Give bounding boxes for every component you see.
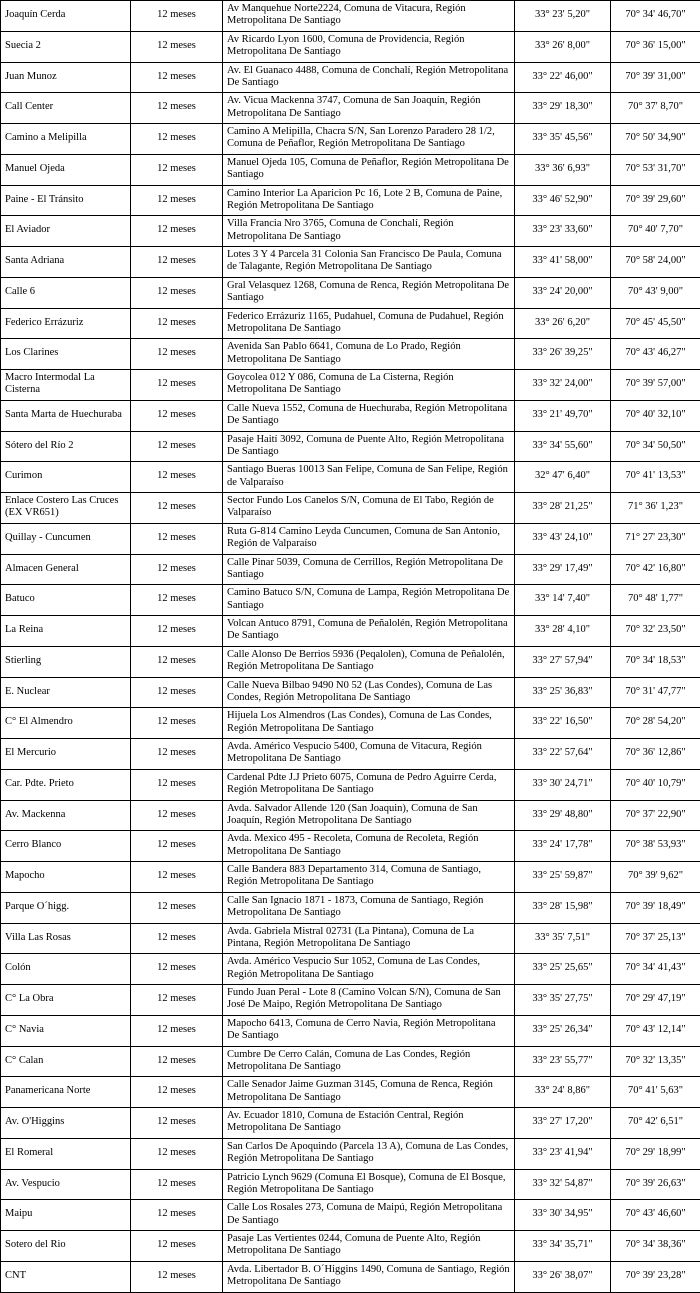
longitude-cell: 70° 42' 6,51" <box>611 1108 700 1139</box>
longitude-cell: 70° 34' 50,50" <box>611 431 700 462</box>
longitude-cell: 70° 29' 47,19" <box>611 985 700 1016</box>
site-name-cell: Batuco <box>1 585 131 616</box>
address-cell: Cardenal Pdte J.J Prieto 6075, Comuna de Pedro Aguirre Cerda, Región Metropolitana De Santiago <box>223 769 515 800</box>
site-name-cell: Los Clarines <box>1 339 131 370</box>
term-cell: 12 meses <box>131 677 223 708</box>
term-cell: 12 meses <box>131 31 223 62</box>
address-cell: Calle Bandera 883 Departamento 314, Comuna de Santiago, Región Metropolitana De Santiago <box>223 862 515 893</box>
latitude-cell: 33° 26' 8,00" <box>515 31 611 62</box>
longitude-cell: 70° 39' 57,00" <box>611 370 700 401</box>
table-row <box>1 862 700 893</box>
table-row <box>1 739 700 770</box>
site-name-cell: Paine - El Tránsito <box>1 185 131 216</box>
table-row <box>1 339 700 370</box>
site-name-cell: Stierling <box>1 646 131 677</box>
table-row <box>1 1 700 32</box>
address-cell: Villa Francia Nro 3765, Comuna de Conchalí, Región Metropolitana De Santiago <box>223 216 515 247</box>
address-cell: Avenida San Pablo 6641, Comuna de Lo Prado, Región Metropolitana De Santiago <box>223 339 515 370</box>
address-cell: Volcan Antuco 8791, Comuna de Peñalolén, Región Metropolitana De Santiago <box>223 616 515 647</box>
longitude-cell: 70° 38' 53,93" <box>611 831 700 862</box>
longitude-cell: 70° 41' 5,63" <box>611 1077 700 1108</box>
address-cell: Gral Velasquez 1268, Comuna de Renca, Región Metropolitana De Santiago <box>223 277 515 308</box>
address-cell: Calle Senador Jaime Guzman 3145, Comuna de Renca, Región Metropolitana De Santiago <box>223 1077 515 1108</box>
longitude-cell: 70° 39' 26,63" <box>611 1169 700 1200</box>
site-name-cell: Mapocho <box>1 862 131 893</box>
latitude-cell: 33° 23' 41,94" <box>515 1138 611 1169</box>
table-row <box>1 431 700 462</box>
longitude-cell: 70° 28' 54,20" <box>611 708 700 739</box>
table-row <box>1 985 700 1016</box>
address-cell: Camino Interior La Aparicion Pc 16, Lote 2 B, Comuna de Paine, Región Metropolitana De Santiago <box>223 185 515 216</box>
table-row <box>1 1169 700 1200</box>
address-cell: Av. El Guanaco 4488, Comuna de Conchalí, Región Metropolitana De Santiago <box>223 62 515 93</box>
site-name-cell: Santa Adriana <box>1 247 131 278</box>
term-cell: 12 meses <box>131 523 223 554</box>
site-name-cell: Av. Vespucio <box>1 1169 131 1200</box>
address-cell: Patricio Lynch 9629 (Comuna El Bosque), Comuna de El Bosque, Región Metropolitana De Santiago <box>223 1169 515 1200</box>
address-cell: Federico Errázuriz 1165, Pudahuel, Comuna de Pudahuel, Región Metropolitana De Santiago <box>223 308 515 339</box>
longitude-cell: 70° 37' 25,13" <box>611 923 700 954</box>
address-cell: Av. Vicua Mackenna 3747, Comuna de San Joaquín, Región Metropolitana De Santiago <box>223 93 515 124</box>
address-cell: Av Ricardo Lyon 1600, Comuna de Providencia, Región Metropolitana De Santiago <box>223 31 515 62</box>
term-cell: 12 meses <box>131 585 223 616</box>
address-cell: Pasaje Haití 3092, Comuna de Puente Alto, Región Metropolitana De Santiago <box>223 431 515 462</box>
longitude-cell: 70° 45' 45,50" <box>611 308 700 339</box>
address-cell: Goycolea 012 Y 086, Comuna de La Cisterna, Región Metropolitana De Santiago <box>223 370 515 401</box>
latitude-cell: 33° 26' 38,07" <box>515 1261 611 1292</box>
longitude-cell: 70° 58' 24,00" <box>611 247 700 278</box>
latitude-cell: 33° 22' 16,50" <box>515 708 611 739</box>
table-row <box>1 954 700 985</box>
address-cell: Calle Nueva Bilbao 9490 N0 52 (Las Condes), Comuna de Las Condes, Región Metropolitana De Santiago <box>223 677 515 708</box>
term-cell: 12 meses <box>131 1231 223 1262</box>
latitude-cell: 33° 21' 49,70" <box>515 400 611 431</box>
table-body <box>1 1 700 1293</box>
latitude-cell: 33° 25' 36,83" <box>515 677 611 708</box>
latitude-cell: 33° 24' 8,86" <box>515 1077 611 1108</box>
latitude-cell: 33° 25' 59,87" <box>515 862 611 893</box>
site-name-cell: Villa Las Rosas <box>1 923 131 954</box>
term-cell: 12 meses <box>131 708 223 739</box>
site-name-cell: Camino a Melipilla <box>1 124 131 155</box>
term-cell: 12 meses <box>131 124 223 155</box>
latitude-cell: 33° 35' 27,75" <box>515 985 611 1016</box>
term-cell: 12 meses <box>131 923 223 954</box>
address-cell: Avda. Américo Vespucio 5400, Comuna de Vitacura, Región Metropolitana De Santiago <box>223 739 515 770</box>
latitude-cell: 33° 30' 34,95" <box>515 1200 611 1231</box>
address-cell: Calle Pinar 5039, Comuna de Cerrillos, Región Metropolitana De Santiago <box>223 554 515 585</box>
table-row <box>1 708 700 739</box>
longitude-cell: 71° 36' 1,23" <box>611 493 700 524</box>
table-row <box>1 677 700 708</box>
table-row <box>1 892 700 923</box>
longitude-cell: 70° 48' 1,77" <box>611 585 700 616</box>
term-cell: 12 meses <box>131 1169 223 1200</box>
latitude-cell: 33° 23' 55,77" <box>515 1046 611 1077</box>
longitude-cell: 70° 43' 46,60" <box>611 1200 700 1231</box>
latitude-cell: 33° 23' 5,20" <box>515 1 611 32</box>
site-name-cell: Sotero del Rio <box>1 1231 131 1262</box>
address-cell: Mapocho 6413, Comuna de Cerro Navia, Región Metropolitana De Santiago <box>223 1015 515 1046</box>
table-row <box>1 769 700 800</box>
latitude-cell: 33° 46' 52,90" <box>515 185 611 216</box>
latitude-cell: 33° 26' 39,25" <box>515 339 611 370</box>
term-cell: 12 meses <box>131 1108 223 1139</box>
latitude-cell: 33° 22' 57,64" <box>515 739 611 770</box>
address-cell: Lotes 3 Y 4 Parcela 31 Colonia San Francisco De Paula, Comuna de Talagante, Región Metropolitana De Santiago <box>223 247 515 278</box>
term-cell: 12 meses <box>131 1046 223 1077</box>
site-name-cell: Juan Munoz <box>1 62 131 93</box>
latitude-cell: 33° 28' 21,25" <box>515 493 611 524</box>
site-name-cell: E. Nuclear <box>1 677 131 708</box>
term-cell: 12 meses <box>131 308 223 339</box>
term-cell: 12 meses <box>131 1077 223 1108</box>
term-cell: 12 meses <box>131 247 223 278</box>
term-cell: 12 meses <box>131 954 223 985</box>
longitude-cell: 70° 41' 13,53" <box>611 462 700 493</box>
site-name-cell: Cerro Blanco <box>1 831 131 862</box>
table-row <box>1 1077 700 1108</box>
site-name-cell: Curimon <box>1 462 131 493</box>
term-cell: 12 meses <box>131 185 223 216</box>
table-row <box>1 370 700 401</box>
address-cell: Avda. Salvador Allende 120 (San Joaquin), Comuna de San Joaquín, Región Metropolitana De Santiago <box>223 800 515 831</box>
term-cell: 12 meses <box>131 739 223 770</box>
longitude-cell: 70° 53' 31,70" <box>611 154 700 185</box>
term-cell: 12 meses <box>131 400 223 431</box>
address-cell: Camino Batuco S/N, Comuna de Lampa, Región Metropolitana De Santiago <box>223 585 515 616</box>
term-cell: 12 meses <box>131 831 223 862</box>
table-row <box>1 1108 700 1139</box>
table-row <box>1 493 700 524</box>
term-cell: 12 meses <box>131 154 223 185</box>
term-cell: 12 meses <box>131 216 223 247</box>
table-row <box>1 31 700 62</box>
table-row <box>1 1200 700 1231</box>
term-cell: 12 meses <box>131 1015 223 1046</box>
longitude-cell: 70° 37' 22,90" <box>611 800 700 831</box>
term-cell: 12 meses <box>131 554 223 585</box>
table-row <box>1 646 700 677</box>
term-cell: 12 meses <box>131 769 223 800</box>
latitude-cell: 33° 26' 6,20" <box>515 308 611 339</box>
site-name-cell: Panamericana Norte <box>1 1077 131 1108</box>
longitude-cell: 70° 34' 38,36" <box>611 1231 700 1262</box>
latitude-cell: 33° 35' 45,56" <box>515 124 611 155</box>
address-cell: Calle San Ignacio 1871 - 1873, Comuna de Santiago, Región Metropolitana De Santiago <box>223 892 515 923</box>
term-cell: 12 meses <box>131 277 223 308</box>
site-name-cell: Suecia 2 <box>1 31 131 62</box>
site-name-cell: Federico Errázuriz <box>1 308 131 339</box>
longitude-cell: 70° 39' 9,62" <box>611 862 700 893</box>
address-cell: Pasaje Las Vertientes 0244, Comuna de Puente Alto, Región Metropolitana De Santiago <box>223 1231 515 1262</box>
term-cell: 12 meses <box>131 339 223 370</box>
latitude-cell: 33° 22' 46,00" <box>515 62 611 93</box>
term-cell: 12 meses <box>131 93 223 124</box>
table-row <box>1 124 700 155</box>
term-cell: 12 meses <box>131 1 223 32</box>
longitude-cell: 70° 37' 8,70" <box>611 93 700 124</box>
latitude-cell: 33° 30' 24,71" <box>515 769 611 800</box>
latitude-cell: 33° 24' 20,00" <box>515 277 611 308</box>
term-cell: 12 meses <box>131 985 223 1016</box>
site-name-cell: El Aviador <box>1 216 131 247</box>
site-name-cell: La Reina <box>1 616 131 647</box>
latitude-cell: 33° 34' 35,71" <box>515 1231 611 1262</box>
table-row <box>1 308 700 339</box>
term-cell: 12 meses <box>131 431 223 462</box>
site-name-cell: Parque O´higg. <box>1 892 131 923</box>
longitude-cell: 70° 39' 18,49" <box>611 892 700 923</box>
address-cell: Santiago Bueras 10013 San Felipe, Comuna de San Felipe, Región de Valparaíso <box>223 462 515 493</box>
address-cell: San Carlos De Apoquindo (Parcela 13 A), Comuna de Las Condes, Región Metropolitana De Santiago <box>223 1138 515 1169</box>
address-cell: Hijuela Los Almendros (Las Condes), Comuna de Las Condes, Región Metropolitana De Santiago <box>223 708 515 739</box>
longitude-cell: 70° 43' 46,27" <box>611 339 700 370</box>
table-row <box>1 154 700 185</box>
site-name-cell: C° Calan <box>1 1046 131 1077</box>
longitude-cell: 70° 40' 32,10" <box>611 400 700 431</box>
table-row <box>1 800 700 831</box>
address-cell: Sector Fundo Los Canelos S/N, Comuna de El Tabo, Región de Valparaíso <box>223 493 515 524</box>
longitude-cell: 70° 42' 16,80" <box>611 554 700 585</box>
latitude-cell: 33° 27' 57,94" <box>515 646 611 677</box>
address-cell: Avda. Gabriela Mistral 02731 (La Pintana), Comuna de La Pintana, Región Metropolitana De Santiago <box>223 923 515 954</box>
table-row <box>1 400 700 431</box>
latitude-cell: 33° 32' 54,87" <box>515 1169 611 1200</box>
latitude-cell: 33° 36' 6,93" <box>515 154 611 185</box>
table-row <box>1 185 700 216</box>
site-name-cell: Calle 6 <box>1 277 131 308</box>
table-row <box>1 1046 700 1077</box>
table-row <box>1 1138 700 1169</box>
site-name-cell: Macro Intermodal La Cisterna <box>1 370 131 401</box>
site-name-cell: C° Navia <box>1 1015 131 1046</box>
term-cell: 12 meses <box>131 646 223 677</box>
longitude-cell: 70° 39' 31,00" <box>611 62 700 93</box>
site-name-cell: Call Center <box>1 93 131 124</box>
latitude-cell: 33° 43' 24,10" <box>515 523 611 554</box>
longitude-cell: 70° 34' 18,53" <box>611 646 700 677</box>
table-row <box>1 523 700 554</box>
longitude-cell: 70° 31' 47,77" <box>611 677 700 708</box>
latitude-cell: 33° 28' 4,10" <box>515 616 611 647</box>
latitude-cell: 33° 35' 7,51" <box>515 923 611 954</box>
address-cell: Fundo Juan Peral - Lote 8 (Camino Volcan S/N), Comuna de San José De Maipo, Región Metropolitana De Santiago <box>223 985 515 1016</box>
table-row <box>1 93 700 124</box>
site-name-cell: Quillay - Cuncumen <box>1 523 131 554</box>
latitude-cell: 33° 24' 17,78" <box>515 831 611 862</box>
address-cell: Camino A Melipilla, Chacra S/N, San Lorenzo Paradero 28 1/2, Comuna de Peñaflor, Región Metropolitana De Santiago <box>223 124 515 155</box>
term-cell: 12 meses <box>131 800 223 831</box>
longitude-cell: 70° 40' 7,70" <box>611 216 700 247</box>
latitude-cell: 33° 32' 24,00" <box>515 370 611 401</box>
latitude-cell: 33° 29' 18,30" <box>515 93 611 124</box>
address-cell: Calle Alonso De Berrios 5936 (Peqalolen), Comuna de Peñalolén, Región Metropolitana De Santiago <box>223 646 515 677</box>
longitude-cell: 70° 32' 13,35" <box>611 1046 700 1077</box>
table-row <box>1 616 700 647</box>
site-name-cell: Av. O'Higgins <box>1 1108 131 1139</box>
address-cell: Avda. Libertador B. O´Higgins 1490, Comuna de Santiago, Región Metropolitana De Santiago <box>223 1261 515 1292</box>
table-row <box>1 1261 700 1292</box>
longitude-cell: 70° 50' 34,90" <box>611 124 700 155</box>
longitude-cell: 70° 29' 18,99" <box>611 1138 700 1169</box>
site-name-cell: Manuel Ojeda <box>1 154 131 185</box>
address-cell: Ruta G-814 Camino Leyda Cuncumen, Comuna de San Antonio, Región de Valparaíso <box>223 523 515 554</box>
longitude-cell: 70° 34' 41,43" <box>611 954 700 985</box>
site-name-cell: CNT <box>1 1261 131 1292</box>
table-row <box>1 554 700 585</box>
term-cell: 12 meses <box>131 62 223 93</box>
longitude-cell: 70° 36' 15,00" <box>611 31 700 62</box>
site-name-cell: Colón <box>1 954 131 985</box>
site-name-cell: Sótero del Río 2 <box>1 431 131 462</box>
longitude-cell: 70° 43' 9,00" <box>611 277 700 308</box>
term-cell: 12 meses <box>131 892 223 923</box>
table-row <box>1 1015 700 1046</box>
latitude-cell: 33° 14' 7,40" <box>515 585 611 616</box>
site-name-cell: Maipu <box>1 1200 131 1231</box>
table-row <box>1 585 700 616</box>
longitude-cell: 70° 39' 23,28" <box>611 1261 700 1292</box>
term-cell: 12 meses <box>131 1138 223 1169</box>
site-name-cell: Enlace Costero Las Cruces (EX VR651) <box>1 493 131 524</box>
site-name-cell: Av. Mackenna <box>1 800 131 831</box>
latitude-cell: 33° 34' 55,60" <box>515 431 611 462</box>
longitude-cell: 70° 36' 12,86" <box>611 739 700 770</box>
latitude-cell: 33° 25' 26,34" <box>515 1015 611 1046</box>
term-cell: 12 meses <box>131 370 223 401</box>
table-row <box>1 216 700 247</box>
address-cell: Avda. Mexico 495 - Recoleta, Comuna de Recoleta, Región Metropolitana De Santiago <box>223 831 515 862</box>
table-row <box>1 831 700 862</box>
table-row <box>1 1231 700 1262</box>
term-cell: 12 meses <box>131 1261 223 1292</box>
latitude-cell: 33° 29' 17,49" <box>515 554 611 585</box>
table-row <box>1 923 700 954</box>
term-cell: 12 meses <box>131 616 223 647</box>
latitude-cell: 33° 25' 25,65" <box>515 954 611 985</box>
address-cell: Manuel Ojeda 105, Comuna de Peñaflor, Región Metropolitana De Santiago <box>223 154 515 185</box>
site-name-cell: Joaquín Cerda <box>1 1 131 32</box>
table-row <box>1 462 700 493</box>
longitude-cell: 70° 40' 10,79" <box>611 769 700 800</box>
address-cell: Av. Ecuador 1810, Comuna de Estación Central, Región Metropolitana De Santiago <box>223 1108 515 1139</box>
site-name-cell: Car. Pdte. Prieto <box>1 769 131 800</box>
longitude-cell: 70° 43' 12,14" <box>611 1015 700 1046</box>
address-cell: Calle Nueva 1552, Comuna de Huechuraba, Región Metropolitana De Santiago <box>223 400 515 431</box>
table-row <box>1 62 700 93</box>
longitude-cell: 71° 27' 23,30" <box>611 523 700 554</box>
term-cell: 12 meses <box>131 462 223 493</box>
term-cell: 12 meses <box>131 1200 223 1231</box>
site-name-cell: C° El Almendro <box>1 708 131 739</box>
address-cell: Av Manquehue Norte2224, Comuna de Vitacura, Región Metropolitana De Santiago <box>223 1 515 32</box>
site-name-cell: Almacen General <box>1 554 131 585</box>
latitude-cell: 32° 47' 6,40" <box>515 462 611 493</box>
table-row <box>1 277 700 308</box>
longitude-cell: 70° 39' 29,60" <box>611 185 700 216</box>
site-name-cell: El Romeral <box>1 1138 131 1169</box>
site-name-cell: C° La Obra <box>1 985 131 1016</box>
latitude-cell: 33° 29' 48,80" <box>515 800 611 831</box>
latitude-cell: 33° 28' 15,98" <box>515 892 611 923</box>
site-name-cell: Santa Marta de Huechuraba <box>1 400 131 431</box>
table-row <box>1 247 700 278</box>
term-cell: 12 meses <box>131 862 223 893</box>
address-cell: Avda. Américo Vespucio Sur 1052, Comuna de Las Condes, Región Metropolitana De Santiago <box>223 954 515 985</box>
longitude-cell: 70° 34' 46,70" <box>611 1 700 32</box>
latitude-cell: 33° 41' 58,00" <box>515 247 611 278</box>
address-cell: Calle Los Rosales 273, Comuna de Maipú, Región Metropolitana De Santiago <box>223 1200 515 1231</box>
longitude-cell: 70° 32' 23,50" <box>611 616 700 647</box>
latitude-cell: 33° 23' 33,60" <box>515 216 611 247</box>
latitude-cell: 33° 27' 17,20" <box>515 1108 611 1139</box>
site-name-cell: El Mercurio <box>1 739 131 770</box>
term-cell: 12 meses <box>131 493 223 524</box>
address-cell: Cumbre De Cerro Calán, Comuna de Las Condes, Región Metropolitana De Santiago <box>223 1046 515 1077</box>
